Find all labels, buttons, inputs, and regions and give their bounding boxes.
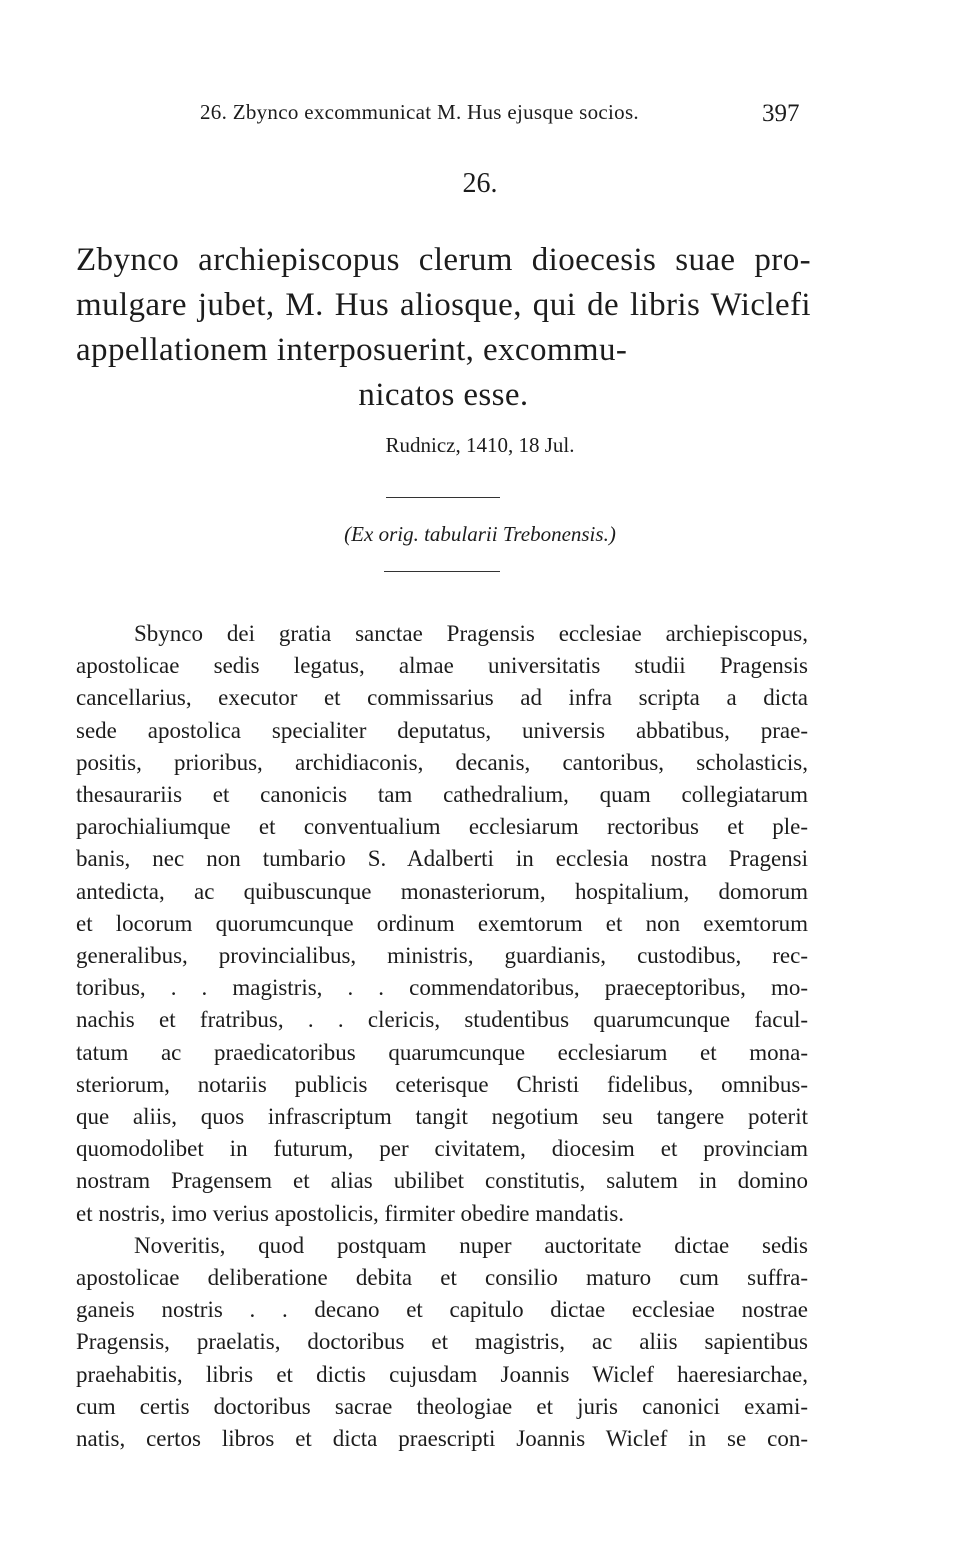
title-line: Wiclefi appellationem interposuerint, excommu-	[76, 287, 811, 368]
body-line: praehabitis, libris et dictis cujusdam Joannis Wiclef haeresiarchae,	[76, 1361, 808, 1387]
source-note: (Ex orig. tabularii Trebonensis.)	[344, 522, 616, 546]
body-line: natis, certos libros et dicta praescripti Joannis Wiclef in se con-	[76, 1426, 808, 1452]
title-line: nicatos esse.	[358, 377, 529, 413]
body-line: et locorum quorumcunque ordinum exemtorum et non exemtorum	[76, 910, 808, 936]
body-line: sede apostolica specialiter deputatus, universis abbatibus, prae-	[76, 717, 808, 743]
body-line: apostolicae deliberatione debita et consilio maturo cum suffra-	[76, 1265, 808, 1291]
body-line: que aliis, quos infrascriptum tangit negotium seu tangere poterit	[76, 1104, 808, 1130]
body-line: cancellarius, executor et commissarius ad infra scripta a dicta	[76, 685, 808, 711]
title-line: mulgare jubet, M. Hus aliosque, qui de libris	[76, 287, 701, 323]
body-line: ganeis nostris . . decano et capitulo dictae ecclesiae nostrae	[76, 1297, 808, 1323]
body-line: parochialiumque et conventualium ecclesiarum rectoribus et ple-	[76, 814, 808, 840]
body-line: quomodolibet in futurum, per civitatem, diocesim et provinciam	[76, 1136, 808, 1162]
page-number: 397	[762, 100, 800, 127]
body-line: Sbynco dei gratia sanctae Pragensis ecclesiae archiepiscopus,	[134, 621, 808, 646]
body-line: et nostris, imo verius apostolicis, firmiter obedire mandatis.	[76, 1200, 625, 1226]
body-line: steriorum, notariis publicis ceterisque Christi fidelibus, omnibus-	[76, 1071, 808, 1097]
body-line: tatum ac praedicatoribus quarumcunque ecclesiarum et mona-	[76, 1039, 808, 1065]
body-line: toribus, . . magistris, . . commendatoribus, praeceptoribus, mo-	[76, 975, 808, 1001]
place-date: Rudnicz, 1410, 18 Jul.	[385, 433, 575, 457]
divider-rule	[384, 571, 500, 572]
body-line: cum certis doctoribus sacrae theologiae et juris canonici exami-	[76, 1393, 808, 1419]
body-line: antedicta, ac quibuscunque monasteriorum, hospitalium, domorum	[76, 878, 808, 904]
body-line: positis, prioribus, archidiaconis, decanis, cantoribus, scholasticis,	[76, 749, 808, 775]
title-line: Zbynco archiepiscopus clerum dioecesis suae pro-	[76, 242, 811, 278]
running-head: 26. Zbynco excommunicat M. Hus ejusque socios.	[200, 100, 639, 124]
document-title	[76, 238, 811, 418]
divider-rule	[386, 497, 500, 498]
body-line: nachis et fratribus, . . clericis, studentibus quarumcunque facul-	[76, 1007, 808, 1033]
body-line: Pragensis, praelatis, doctoribus et magistris, ac aliis sapientibus	[76, 1329, 808, 1355]
body-line: generalibus, provincialibus, ministris, guardianis, custodibus, rec-	[76, 943, 808, 969]
document-number: 26.	[462, 168, 498, 199]
body-line: nostram Pragensem et alias ubilibet constitutis, salutem in domino	[76, 1168, 808, 1194]
body-line: Noveritis, quod postquam nuper auctoritate dictae sedis	[134, 1232, 808, 1258]
body-line: apostolicae sedis legatus, almae universitatis studii Pragensis	[76, 653, 808, 679]
body-line: thesaurariis et canonicis tam cathedralium, quam collegiatarum	[76, 782, 808, 808]
body-text	[76, 618, 808, 1455]
body-line: banis, nec non tumbario S. Adalberti in ecclesia nostra Pragensi	[76, 846, 808, 872]
